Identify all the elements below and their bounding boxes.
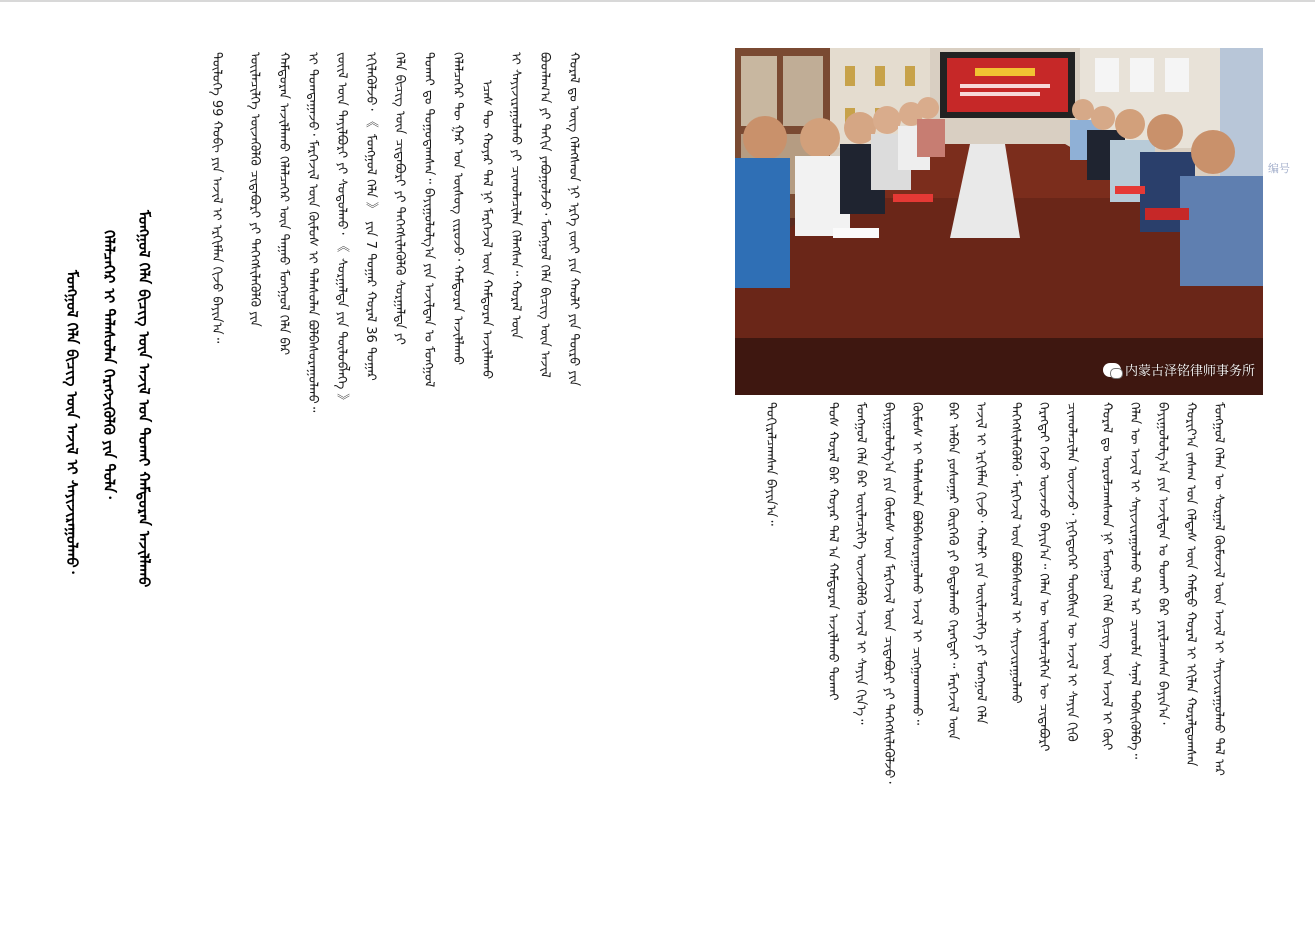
side-mark: 编号 [1268,162,1290,175]
right-text-column-7: ᠬᠡᠷᠡᠭᠲᠡᠶ ᠭᠡᠵᠦ ᠦᠵᠡᠵᠦ ᠪᠠᠶᠢᠨ᠎ᠠ᠃ ᠬᠡᠯᠡᠨ ᠦ ᠦᠢᠯᠡᠴᠢᠯᠭᠡᠨ ᠦ ᠴᠢᠳᠠᠪᠦᠷᠢ [1036,402,1051,752]
right-text-column-13: ᠮᠣᠩᠭᠣᠯ ᠬᠡᠯᠡ ᠪᠡᠷ ᠦᠢᠯᠡᠴᠢᠯᠭᠡ ᠦᠵᠡᠭᠦᠯᠬᠦ ᠠᠵᠢᠯ ᠢ ᠰᠠᠶᠢᠨ ᠬᠢᠨ᠎ᠡ᠃ [853,402,868,725]
left-text-column-10: ᠢ ᠲᠣᠭᠲᠠᠭᠠᠵᠤ᠂ ᠮᠡᠷᠭᠡᠵᠢᠯ ᠦᠨ ᠬᠦᠮᠦᠰ ᠢ ᠲᠠᠯᠠᠰᠤᠯᠠᠨ ᠪᠣᠯᠪᠠᠰᠤᠷᠠᠭᠤᠯᠬᠤ᠃ [305,52,320,413]
right-text-column-6: ᠴᠢᠬᠤᠯᠠᠴᠢᠯᠠᠨ ᠦᠵᠡᠵᠦ᠂ ᠨᠢᠭᠡᠳᠦᠭᠡᠷ ᠲᠦᠪᠰᠢᠨ ᠦ ᠠᠵᠢᠯ ᠢ ᠰᠠᠶᠢᠨ ᠬᠢᠬᠦ [1064,402,1079,742]
title-column-1: ᠮᠣᠩᠭᠣᠯ ᠬᠡᠯᠡ ᠪᠢᠴᠢᠭ ᠦᠨ ᠠᠵᠢᠯ ᠤᠨ ᠲᠤᠬᠠᠢ ᠬᠠᠮᠲᠤᠷᠠᠨ ᠠᠵᠢᠯᠯᠠᠬᠤ [135,210,153,588]
photo-watermark [1103,360,1255,379]
left-text-column-7: ᠬᠡᠯᠡ ᠪᠢᠴᠢᠭ ᠦᠨ ᠴᠢᠳᠠᠪᠦᠷᠢ ᠶᠢ ᠳᠡᠭᠡᠭᠰᠢᠯᠡᠭᠦᠯᠬᠦ ᠰᠤᠷᠭᠠᠯᠲᠠ ᠶᠢ [392,52,407,345]
right-text-column-10: ᠪᠡᠷ ᠠᠯᠪᠠᠨ ᠶᠣᠰᠣᠭᠠᠷ ᠬᠦᠷᠭᠡᠬᠦ ᠶᠢ ᠪᠠᠲᠤᠯᠠᠬᠤ ᠬᠡᠷᠡᠭᠲᠡᠶ᠃ ᠮᠡᠷᠭᠡᠵᠢᠯ ᠦᠨ [945,402,960,740]
title-column-2: ᠬᠡᠯᠡᠯᠴᠡᠭᠡᠷ ᠢ ᠲᠠᠯᠠᠰᠤᠯᠠᠨ ᠬᠡᠷᠡᠭᠵᠢᠭᠦᠯᠬᠦ ᠶᠢᠨ ᠲᠤᠯᠠ᠂ [100,230,118,499]
left-text-column-13: ᠲᠥᠯᠥᠭᠡ 99 ᠬᠤᠪᠢ ᠶᠢᠨ ᠠᠵᠢᠯ ᠢ ᠡᠷᠬᠢᠮᠯᠡᠨ ᠬᠢᠵᠦ ᠪᠠᠶᠢᠨ᠎ᠠ᠃ [209,52,224,344]
left-text-column-12: ᠦᠢᠯᠡᠴᠢᠯᠭᠡ ᠦᠵᠡᠭᠦᠯᠬᠦ ᠴᠢᠳᠠᠪᠦᠷᠢ ᠶᠢ ᠳᠡᠭᠡᠭᠰᠢᠯᠡᠭᠦᠯᠬᠦ ᠶᠢᠨ [247,52,262,327]
right-text-column-5: ᠬᠤᠷᠠᠯ ᠳᠤ ᠣᠷᠤᠯᠴᠠᠭᠰᠠᠳ ᠨᠢ ᠮᠣᠩᠭᠣᠯ ᠬᠡᠯᠡ ᠪᠢᠴᠢᠭ ᠦᠨ ᠠᠵᠢᠯ ᠢ ᠬᠦᠢ [1099,402,1114,751]
meeting-photo-illustration [735,48,1263,395]
left-text-column-4: ᠡᠴᠡᠰ ᠲᠦ ᠬᠣᠶᠠᠷ ᠲᠠᠯ ᠨᠢ ᠮᠡᠷᠭᠡᠵᠢᠯ ᠦᠨ ᠬᠠᠮᠲᠤᠷᠠᠨ ᠠᠵᠢᠯᠯᠠᠬᠤ [479,80,494,380]
right-text-column-12: ᠪᠠᠶᠢᠭᠤᠯᠤᠯᠭ᠎ᠠ ᠶᠢᠨ ᠬᠦᠮᠦᠰ ᠦᠨ ᠮᠡᠷᠭᠡᠵᠢᠯ ᠦᠨ ᠴᠢᠳᠠᠪᠦᠷᠢ ᠶᠢ ᠳᠡᠭᠡᠭᠰᠢᠯᠡᠭᠦᠯᠵᠦ᠂ [881,402,896,784]
left-text-column-11: ᠬᠠᠮᠲᠤᠷᠠᠨ ᠠᠵᠢᠯᠯᠠᠬᠤ ᠬᠡᠯᠡᠯᠴᠡᠭᠡᠷ ᠦᠨ ᠳᠠᠭᠠᠤ ᠮᠣᠩᠭᠣᠯ ᠬᠡᠯᠡ ᠪᠡᠷ [276,52,291,356]
left-page [0,0,657,934]
left-text-column-8: ᠡᠬᠢᠯᠡᠭᠦᠯᠵᠦ᠂ 《 ᠮᠣᠩᠭᠣᠯ ᠬᠡᠯᠡ 》 ᠶᠢᠨ 7 ᠳᠤᠭᠠᠷ ᠬᠤᠷᠠᠯ 36 ᠳᠤᠭᠠᠷ [363,52,378,381]
left-text-column-1: ᠬᠤᠷᠠᠯ ᠳᠤ ᠦᠭ ᠬᠡᠯᠡᠭᠰᠡᠳ ᠨᠢ ᠡᠷᠬᠡ ᠵᠦᠢ ᠶᠢᠨ ᠬᠠᠤᠯᠢ ᠶᠢᠨ ᠲᠦᠷᠦ ᠶᠢᠨ [566,52,581,387]
left-text-column-2: ᠪᠣᠳᠯᠠᠭ᠎ᠠ ᠶᠢ ᠲᠡᠬᠢᠨ ᠶᠠᠪᠤᠭᠤᠯᠵᠤ᠂ ᠮᠣᠩᠭᠣᠯ ᠬᠡᠯᠡ ᠪᠢᠴᠢᠭ ᠦᠨ ᠠᠵᠢᠯ [537,52,552,378]
photo-caption: 内蒙古泽铭律师事务所 [1124,364,1255,379]
right-text-column-1: ᠮᠣᠩᠭᠣᠯ ᠬᠡᠯᠡᠨ ᠦ ᠰᠤᠷᠭᠠᠯ ᠬᠦᠮᠦᠵᠢᠯ ᠦᠨ ᠠᠵᠢᠯ ᠢ ᠰᠠᠶᠢᠵᠢᠷᠠᠭᠤᠯᠬᠤ ᠲᠠᠯ ᠠᠷ [1211,402,1226,776]
right-text-column-4: ᠬᠡᠯᠡᠨ ᠦ ᠠᠵᠢᠯ ᠢ ᠰᠠᠶᠢᠵᠢᠷᠠᠭᠤᠯᠬᠤ ᠲᠠᠯ ᠠᠷ ᠴᠢᠬᠤᠯᠠ ᠰᠠᠨᠠᠯ ᠳᠡᠪᠰᠢᠭᠦᠯᠪᠡ᠃ [1127,402,1142,760]
left-text-column-3: ᠢ ᠰᠠᠶᠢᠵᠢᠷᠠᠭᠤᠯᠬᠤ ᠶᠢ ᠴᠢᠬᠤᠯᠠᠴᠢᠯᠠᠨ ᠬᠡᠯᠡᠭᠰᠡᠨ᠃ ᠬᠤᠷᠠᠯ ᠦᠨ [508,52,523,339]
left-text-column-6: ᠲᠤᠬᠠᠢ ᠳᠤ ᠳᠤᠭᠤᠳᠠᠭᠰᠠᠨ᠃ ᠪᠠᠶᠢᠭᠤᠯᠤᠯᠭ᠎ᠠ ᠶᠢᠨ ᠠᠵᠢᠯᠲᠠᠨ ᠤ ᠮᠣᠩᠭᠣᠯ [421,52,436,388]
right-text-column-2: ᠬᠣᠷᠢᠶ᠎ᠠ ᠵᠠᠰᠠᠭ ᠤᠨ ᠬᠡᠯᠲᠡᠰ ᠦᠨ ᠬᠠᠮᠲᠤ ᠬᠤᠷᠠᠯ ᠢ ᠡᠬᠢᠯᠡᠨ ᠬᠤᠷᠠᠯᠳᠤᠭᠰᠠᠨ [1183,402,1198,767]
right-text-column-3: ᠪᠠᠶᠢᠭᠤᠯᠤᠯᠭ᠎ᠠ ᠶᠢᠨ ᠠᠵᠢᠯᠲᠠᠨ ᠤ ᠲᠤᠬᠠᠢ ᠪᠠᠷ ᠶᠠᠷᠢᠯᠴᠠᠭᠰᠠᠨ ᠪᠠᠶᠢᠨ᠎ᠠ᠂ [1155,402,1170,725]
title-column-3: ᠮᠣᠩᠭᠣᠯ ᠬᠡᠯᠡ ᠪᠢᠴᠢᠭ ᠦᠨ ᠠᠵᠢᠯ ᠢ ᠰᠠᠶᠢᠵᠢᠷᠠᠭᠤᠯᠬᠤ᠂ [63,270,81,574]
right-text-column-8: ᠳᠡᠭᠡᠭᠰᠢᠯᠡᠭᠦᠯᠬᠦ᠂ ᠮᠡᠷᠭᠡᠵᠢᠯ ᠦᠨ ᠪᠣᠯᠪᠠᠰᠤᠷᠠᠯ ᠢ ᠰᠠᠶᠢᠵᠢᠷᠠᠭᠤᠯᠬᠤ [1008,402,1023,704]
right-text-column-9: ᠠᠵᠢᠯ ᠢ ᠡᠷᠬᠢᠮᠯᠡᠨ ᠬᠢᠵᠦ᠂ ᠬᠠᠤᠯᠢ ᠶᠢᠨ ᠦᠢᠯᠡᠴᠢᠯᠭᠡ ᠶᠢ ᠮᠣᠩᠭᠣᠯ ᠬᠡᠯᠡ [973,402,988,725]
right-text-column-14: ᠲᠤᠰ ᠬᠤᠷᠠᠯ ᠪᠠᠷ ᠬᠣᠶᠠᠷ ᠲᠠᠯ ᠠ ᠬᠠᠮᠲᠤᠷᠠᠨ ᠠᠵᠢᠯᠯᠠᠬᠤ ᠲᠤᠬᠠᠢ [825,402,840,701]
wechat-icon [1103,363,1121,377]
meeting-photo [735,48,1263,395]
left-text-column-5: ᠬᠡᠯᠡᠯᠴᠡᠭᠡᠷ ᠲᠦ ᠭᠠᠷ ᠤᠨ ᠦᠰᠦᠭ ᠵᠢᠷᠤᠵᠤ᠂ ᠬᠠᠮᠲᠤᠷᠠᠨ ᠠᠵᠢᠯᠯᠠᠬᠤ [450,52,465,366]
right-text-column-11: ᠬᠦᠮᠦᠰ ᠢ ᠲᠠᠯᠠᠰᠤᠯᠠᠨ ᠪᠣᠯᠪᠠᠰᠤᠷᠠᠭᠤᠯᠬᠤ ᠠᠵᠢᠯ ᠢ ᠴᠢᠩᠭᠠᠳᠬᠠᠬᠤ᠃ [909,402,924,726]
left-text-column-9: ᠵᠦᠢᠯ ᠦᠨ ᠲᠠᠶᠢᠯᠪᠤᠷᠢ ᠶᠢ ᠰᠤᠳᠤᠯᠬᠤ᠂ 《 ᠰᠤᠷᠭᠠᠯᠲᠠ ᠶᠢᠨ ᠲᠥᠯᠥᠪᠯᠡᠭᠡ 》 [334,52,349,408]
right-text-column-15: ᠲᠣᠬᠢᠷᠠᠯᠴᠠᠭᠰᠠᠨ ᠪᠠᠶᠢᠨ᠎ᠠ᠃ [763,402,778,526]
